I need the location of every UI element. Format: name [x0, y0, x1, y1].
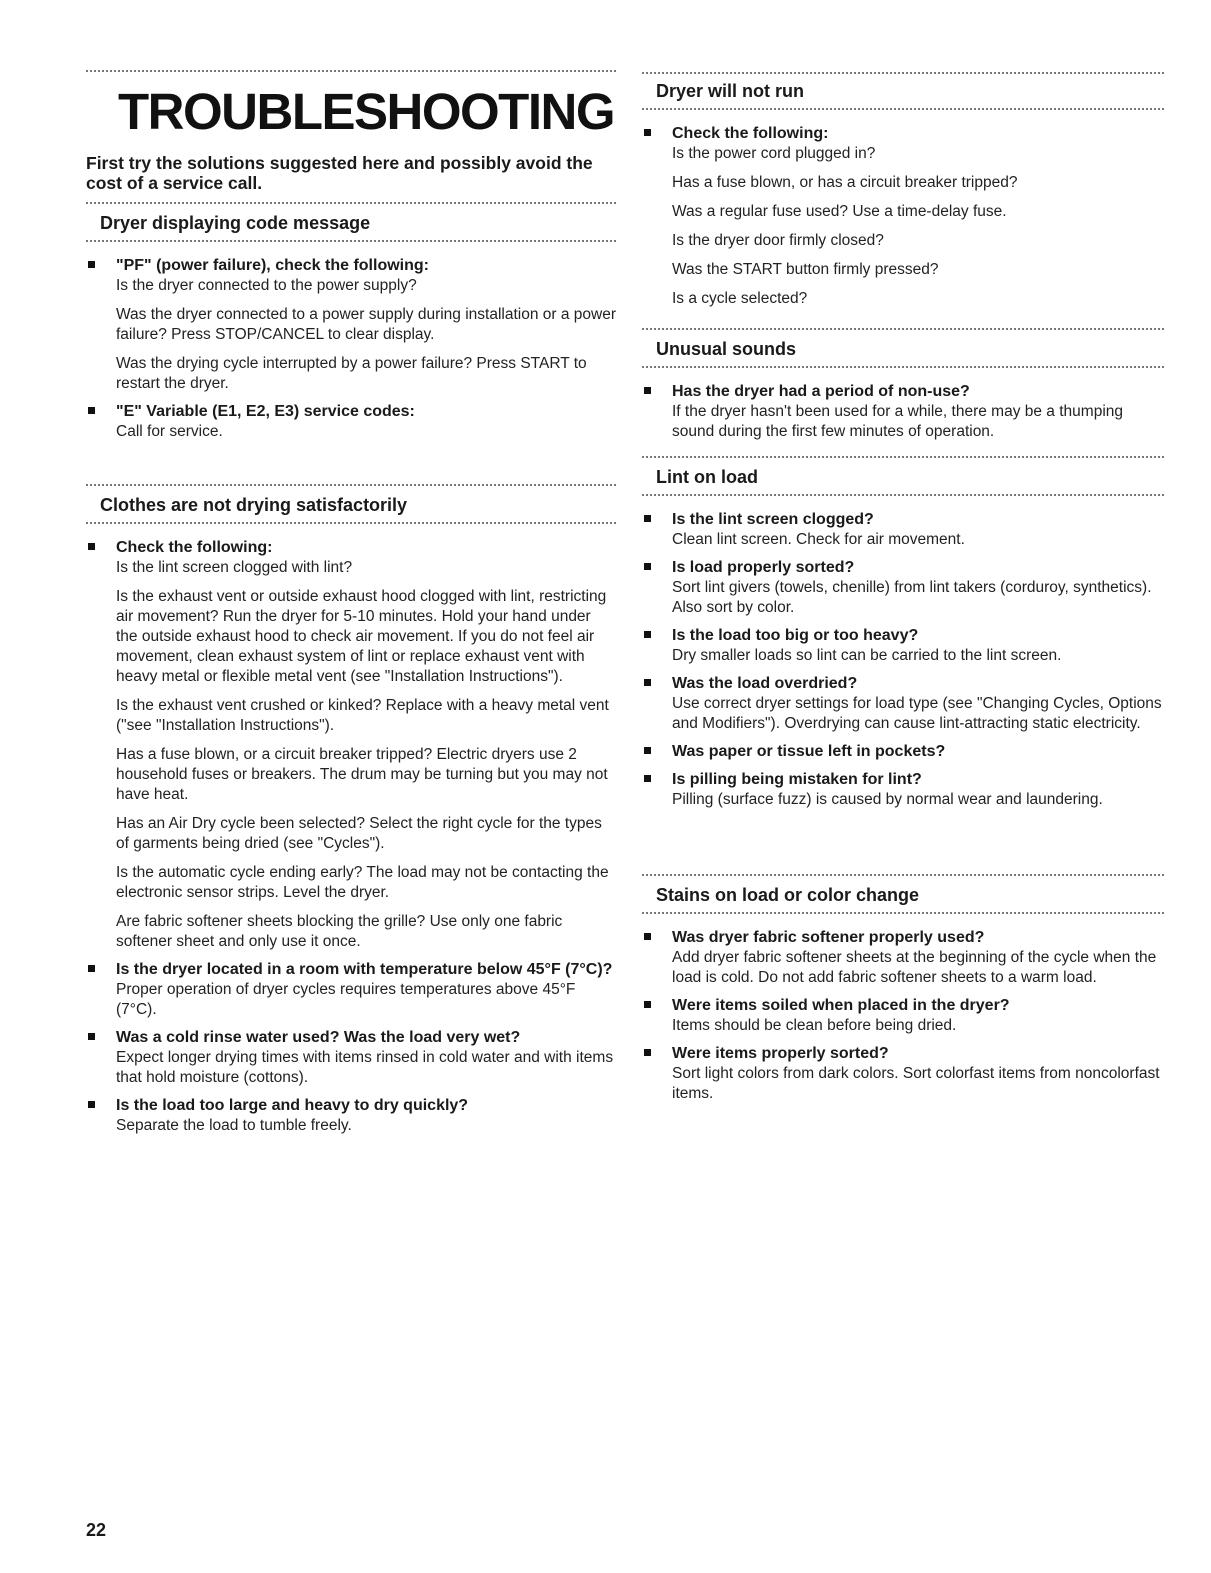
square-bullet-icon — [644, 129, 651, 136]
item-list — [86, 538, 616, 1136]
top-rule-left — [86, 70, 616, 74]
item-answer: Clean lint screen. Check for air movement. — [672, 531, 965, 548]
square-bullet-icon — [88, 1101, 95, 1108]
item-question: Was dryer fabric softener properly used? — [672, 929, 985, 946]
item-question: Has the dryer had a period of non-use? — [672, 383, 970, 400]
item-answer: Was the drying cycle interrupted by a power failure? Press START to restart the dryer. — [116, 355, 587, 392]
item-answer: Use correct dryer settings for load type (see "Changing Cycles, Options and Modifiers"). Overdrying can cause lint-attracting static electricity. — [672, 695, 1162, 732]
page-number: 22 — [86, 1520, 107, 1540]
list-item — [642, 510, 1164, 550]
item-question: Is the dryer located in a room with temperature below 45°F (7°C)? — [116, 961, 613, 978]
list-item — [86, 960, 616, 1020]
list-item — [86, 256, 616, 394]
list-item — [642, 124, 1164, 309]
section-heading: Dryer displaying code message — [86, 202, 616, 242]
item-answer: Was the dryer connected to a power supply during installation or a power failure? Press STOP/CANCEL to clear display. — [116, 306, 617, 343]
section-clothes-not-drying — [86, 484, 616, 1144]
list-item — [642, 382, 1164, 442]
item-question: Were items properly sorted? — [672, 1045, 889, 1062]
list-item — [86, 1096, 616, 1136]
square-bullet-icon — [88, 1033, 95, 1040]
item-answer: Items should be clean before being dried. — [672, 1017, 957, 1034]
list-item — [642, 770, 1164, 810]
item-answer: Has an Air Dry cycle been selected? Select the right cycle for the types of garments being dried (see "Cycles"). — [116, 815, 602, 852]
item-answer: Was the START button firmly pressed? — [672, 261, 939, 278]
item-answer: Add dryer fabric softener sheets at the beginning of the cycle when the load is cold. Do not add fabric softener sheets to a warm load. — [672, 949, 1157, 986]
item-question: Is the lint screen clogged? — [672, 511, 874, 528]
section-dryer-code-message — [86, 202, 616, 450]
item-question: Was paper or tissue left in pockets? — [672, 743, 946, 760]
item-question: Was a cold rinse water used? Was the load very wet? — [116, 1029, 521, 1046]
item-question: Check the following: — [672, 125, 829, 142]
square-bullet-icon — [88, 261, 95, 268]
list-item — [642, 742, 1164, 762]
section-stains-color-change — [642, 874, 1164, 1112]
section-heading: Stains on load or color change — [642, 874, 1164, 914]
section-unusual-sounds — [642, 328, 1164, 450]
list-item — [642, 996, 1164, 1036]
item-list — [642, 124, 1164, 309]
list-item — [86, 538, 616, 952]
item-question: Check the following: — [116, 539, 273, 556]
item-question: Was the load overdried? — [672, 675, 858, 692]
item-list — [642, 382, 1164, 442]
square-bullet-icon — [644, 747, 651, 754]
square-bullet-icon — [644, 679, 651, 686]
section-lint-on-load — [642, 456, 1164, 818]
list-item — [642, 1044, 1164, 1104]
square-bullet-icon — [644, 1049, 651, 1056]
item-answer: Dry smaller loads so lint can be carried to the lint screen. — [672, 647, 1062, 664]
page-title: TROUBLESHOOTING — [118, 83, 614, 140]
item-answer: Separate the load to tumble freely. — [116, 1117, 352, 1134]
item-list — [642, 510, 1164, 810]
item-answer: Has a fuse blown, or has a circuit breaker tripped? — [672, 174, 1018, 191]
item-answer: Are fabric softener sheets blocking the grille? Use only one fabric softener sheet and only use it once. — [116, 913, 563, 950]
item-list — [642, 928, 1164, 1104]
item-question: Is pilling being mistaken for lint? — [672, 771, 922, 788]
square-bullet-icon — [88, 543, 95, 550]
item-answer: Is the exhaust vent or outside exhaust hood clogged with lint, restricting air movement? Run the dryer for 5-10 minutes. Hold your hand under the outside exhaust hood to check air movement. If you do not feel air movement, clean exhaust system of lint or replace exhaust vent with heavy metal or flexible metal vent (see "Installation Instructions"). — [116, 588, 607, 685]
list-item — [642, 626, 1164, 666]
item-answer: Was a regular fuse used? Use a time-delay fuse. — [672, 203, 1007, 220]
list-item — [86, 402, 616, 442]
item-answer: Call for service. — [116, 423, 223, 440]
square-bullet-icon — [644, 1001, 651, 1008]
section-heading: Clothes are not drying satisfactorily — [86, 484, 616, 524]
list-item — [86, 1028, 616, 1088]
square-bullet-icon — [88, 407, 95, 414]
item-question: Is the load too large and heavy to dry quickly? — [116, 1097, 469, 1114]
item-answer: Is the exhaust vent crushed or kinked? Replace with a heavy metal vent ("see "Installation Instructions"). — [116, 697, 609, 734]
section-dryer-will-not-run — [642, 72, 1164, 317]
item-answer: Is the automatic cycle ending early? The load may not be contacting the electronic sensor strips. Level the dryer. — [116, 864, 609, 901]
square-bullet-icon — [644, 563, 651, 570]
item-question: Is load properly sorted? — [672, 559, 855, 576]
list-item — [642, 928, 1164, 988]
square-bullet-icon — [644, 933, 651, 940]
item-answer: Is the dryer connected to the power supply? — [116, 277, 417, 294]
item-answer: Is the power cord plugged in? — [672, 145, 876, 162]
section-heading: Unusual sounds — [642, 328, 1164, 368]
item-answer: Is a cycle selected? — [672, 290, 808, 307]
item-question: Is the load too big or too heavy? — [672, 627, 919, 644]
list-item — [642, 558, 1164, 618]
square-bullet-icon — [644, 387, 651, 394]
item-answer: Sort light colors from dark colors. Sort colorfast items from noncolorfast items. — [672, 1065, 1160, 1102]
square-bullet-icon — [88, 965, 95, 972]
item-answer: Pilling (surface fuzz) is caused by normal wear and laundering. — [672, 791, 1103, 808]
section-heading: Lint on load — [642, 456, 1164, 496]
item-answer: Has a fuse blown, or a circuit breaker tripped? Electric dryers use 2 household fuses or breakers. The drum may be turning but you may not have heat. — [116, 746, 608, 803]
item-question: "E" Variable (E1, E2, E3) service codes: — [116, 403, 415, 420]
item-answer: Proper operation of dryer cycles requires temperatures above 45°F (7°C). — [116, 981, 576, 1018]
square-bullet-icon — [644, 775, 651, 782]
item-answer: Is the lint screen clogged with lint? — [116, 559, 353, 576]
item-answer: Sort lint givers (towels, chenille) from lint takers (corduroy, synthetics). Also sort by color. — [672, 579, 1152, 616]
list-item — [642, 674, 1164, 734]
item-answer: Expect longer drying times with items rinsed in cold water and with items that hold moisture (cottons). — [116, 1049, 614, 1086]
item-answer: Is the dryer door firmly closed? — [672, 232, 884, 249]
section-heading: Dryer will not run — [642, 72, 1164, 110]
square-bullet-icon — [644, 631, 651, 638]
item-question: Were items soiled when placed in the dryer? — [672, 997, 1010, 1014]
item-question: "PF" (power failure), check the following: — [116, 257, 429, 274]
item-answer: If the dryer hasn't been used for a while, there may be a thumping sound during the first few minutes of operation. — [672, 403, 1123, 440]
intro-text: First try the solutions suggested here and possibly avoid the cost of a service call. — [86, 153, 593, 193]
item-list — [86, 256, 616, 442]
square-bullet-icon — [644, 515, 651, 522]
